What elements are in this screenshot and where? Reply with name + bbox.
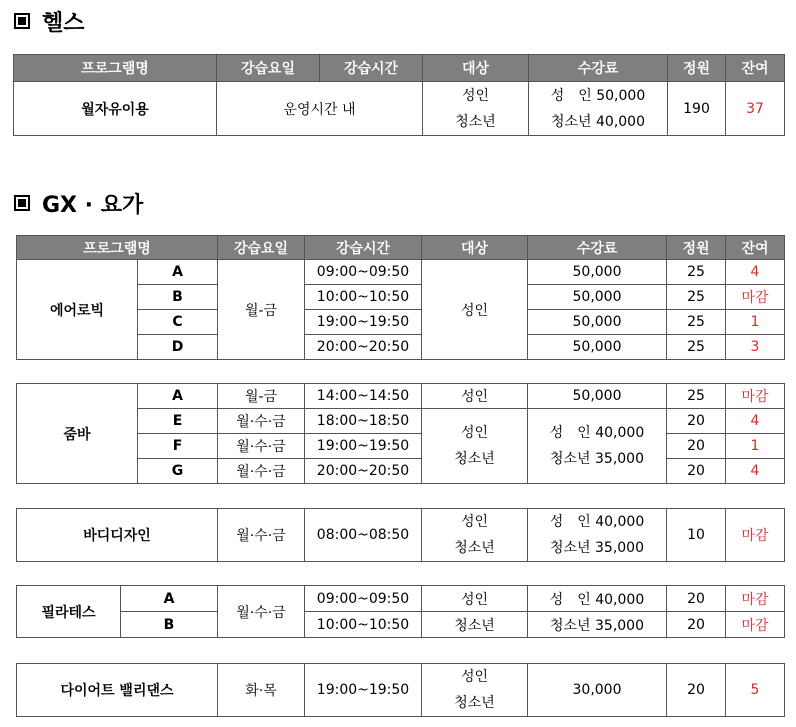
class-code: A	[138, 260, 218, 285]
pilates-table	[16, 585, 785, 638]
capacity: 20	[667, 434, 726, 459]
target: 성인	[422, 384, 528, 409]
program-name: 에어로빅	[17, 260, 138, 360]
remaining: 1	[726, 310, 785, 335]
square-bullet-icon	[14, 13, 30, 29]
belly-dance-table	[16, 663, 785, 717]
capacity: 25	[667, 335, 726, 360]
days: 월-금	[218, 384, 305, 409]
header-remaining: 잔여	[726, 55, 785, 82]
remaining: 마감	[726, 384, 785, 409]
time: 10:00~10:50	[305, 612, 422, 638]
remaining: 5	[726, 664, 785, 717]
capacity: 20	[667, 459, 726, 484]
header-days: 강습요일	[218, 236, 305, 260]
capacity: 10	[667, 509, 726, 562]
class-code: C	[138, 310, 218, 335]
fee: 50,000	[528, 335, 667, 360]
capacity: 190	[668, 82, 726, 136]
header-fee: 수강료	[529, 55, 668, 82]
header-program: 프로그램명	[14, 55, 217, 82]
target: 성인 청소년	[423, 82, 529, 136]
target: 성인 청소년	[422, 409, 528, 484]
fee: 성 인 40,000 청소년 35,000	[528, 409, 667, 484]
remaining: 마감	[726, 509, 785, 562]
program-name: 바디디자인	[17, 509, 218, 562]
fee: 30,000	[528, 664, 667, 717]
fee: 50,000	[528, 260, 667, 285]
remaining: 3	[726, 335, 785, 360]
remaining: 마감	[726, 586, 785, 612]
table-row	[17, 612, 785, 638]
zumba-table	[16, 383, 785, 484]
capacity: 20	[667, 409, 726, 434]
time: 08:00~08:50	[305, 509, 422, 562]
target: 청소년	[422, 612, 528, 638]
days: 월-금	[218, 260, 305, 360]
target: 성인 청소년	[422, 664, 528, 717]
header-time: 강습시간	[320, 55, 423, 82]
time: 18:00~18:50	[305, 409, 422, 434]
class-code: B	[121, 612, 218, 638]
header-target: 대상	[422, 236, 528, 260]
header-fee: 수강료	[528, 236, 667, 260]
fee: 50,000	[528, 384, 667, 409]
time: 09:00~09:50	[305, 586, 422, 612]
remaining: 4	[726, 459, 785, 484]
time: 10:00~10:50	[305, 285, 422, 310]
fee: 성 인 40,000	[528, 586, 667, 612]
program-name: 월자유이용	[14, 82, 217, 136]
time: 20:00~20:50	[305, 459, 422, 484]
class-code: A	[138, 384, 218, 409]
header-remaining: 잔여	[726, 236, 785, 260]
capacity: 25	[667, 285, 726, 310]
capacity: 20	[667, 586, 726, 612]
program-name: 줌바	[17, 384, 138, 484]
gx-title: GX · 요가	[42, 192, 144, 218]
header-capacity: 정원	[668, 55, 726, 82]
fee: 성 인 50,000 청소년 40,000	[529, 82, 668, 136]
health-title: 헬스	[42, 10, 85, 36]
days: 월·수·금	[218, 434, 305, 459]
time: 14:00~14:50	[305, 384, 422, 409]
days: 월·수·금	[218, 586, 305, 638]
table-row	[17, 260, 785, 285]
capacity: 25	[667, 260, 726, 285]
time: 09:00~09:50	[305, 260, 422, 285]
fee: 50,000	[528, 285, 667, 310]
header-time: 강습시간	[305, 236, 422, 260]
aerobic-table	[16, 235, 785, 360]
class-code: E	[138, 409, 218, 434]
table-row	[17, 384, 785, 409]
class-code: F	[138, 434, 218, 459]
header-days: 강습요일	[217, 55, 320, 82]
remaining: 4	[726, 260, 785, 285]
time: 19:00~19:50	[305, 310, 422, 335]
target: 성인	[422, 260, 528, 360]
schedule: 운영시간 내	[217, 82, 423, 136]
remaining: 1	[726, 434, 785, 459]
program-name: 다이어트 밸리댄스	[17, 664, 218, 717]
days: 월·수·금	[218, 409, 305, 434]
fee: 청소년 35,000	[528, 612, 667, 638]
header-target: 대상	[423, 55, 529, 82]
table-row	[14, 82, 785, 136]
class-code: A	[121, 586, 218, 612]
capacity: 25	[667, 310, 726, 335]
class-code: B	[138, 285, 218, 310]
remaining: 37	[726, 82, 785, 136]
fee: 성 인 40,000 청소년 35,000	[528, 509, 667, 562]
program-name: 필라테스	[17, 586, 121, 638]
health-table	[13, 54, 785, 136]
fee: 50,000	[528, 310, 667, 335]
days: 화·목	[218, 664, 305, 717]
remaining: 4	[726, 409, 785, 434]
remaining: 마감	[726, 285, 785, 310]
target: 성인 청소년	[422, 509, 528, 562]
square-bullet-icon	[14, 195, 30, 211]
capacity: 25	[667, 384, 726, 409]
table-row	[17, 509, 785, 562]
days: 월·수·금	[218, 509, 305, 562]
remaining: 마감	[726, 612, 785, 638]
capacity: 20	[667, 664, 726, 717]
header-capacity: 정원	[667, 236, 726, 260]
capacity: 20	[667, 612, 726, 638]
time: 19:00~19:50	[305, 664, 422, 717]
class-code: G	[138, 459, 218, 484]
table-row	[17, 664, 785, 717]
time: 19:00~19:50	[305, 434, 422, 459]
time: 20:00~20:50	[305, 335, 422, 360]
gx-section-title	[14, 188, 143, 218]
table-row	[17, 586, 785, 612]
days: 월·수·금	[218, 459, 305, 484]
health-section-title	[14, 6, 85, 36]
target: 성인	[422, 586, 528, 612]
body-design-table	[16, 508, 785, 562]
class-code: D	[138, 335, 218, 360]
header-program: 프로그램명	[17, 236, 218, 260]
